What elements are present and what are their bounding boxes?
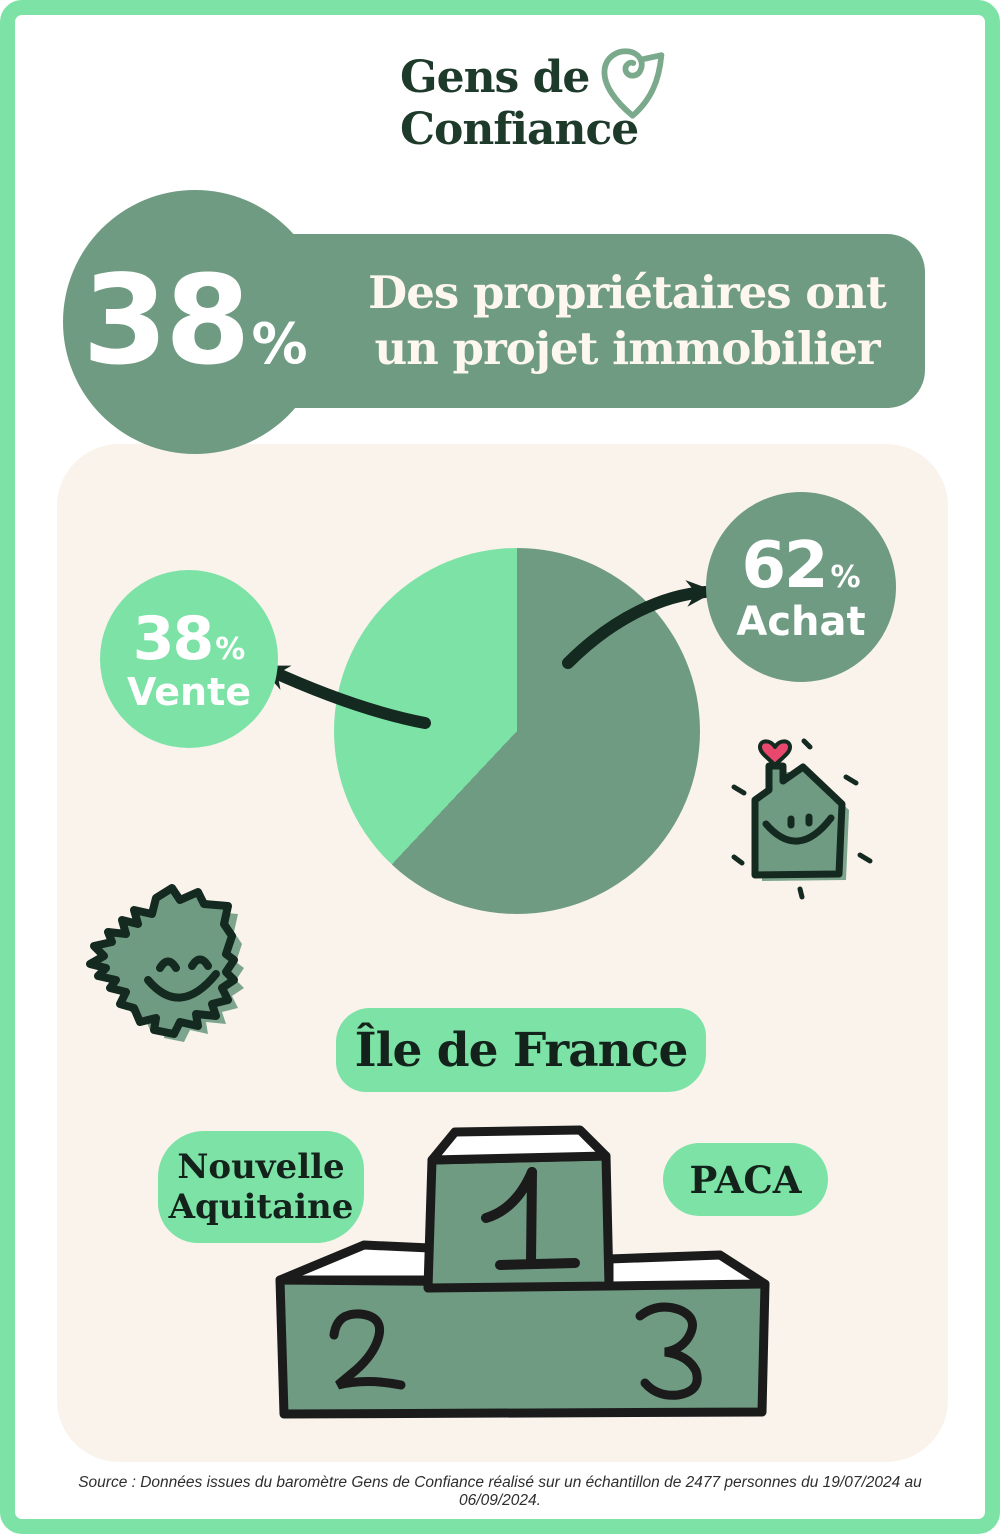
achat-badge	[706, 492, 896, 682]
stat-value: 38	[82, 250, 248, 393]
region-third-label: PACA	[689, 1157, 802, 1202]
banner-line1: Des propriétaires ont	[368, 266, 886, 319]
podium-right-top	[609, 1255, 765, 1286]
region-first-label: Île de France	[354, 1022, 688, 1078]
arrow-to-achat-icon	[568, 592, 705, 663]
vente-percent-sign: %	[215, 632, 246, 667]
vente-badge	[100, 570, 278, 748]
stat-banner-text	[329, 234, 925, 408]
region-pill-ile-de-france	[336, 1008, 706, 1092]
vente-value: 38	[132, 604, 213, 674]
achat-label: Achat	[736, 599, 866, 645]
brand-name-line2: Confiance	[400, 104, 639, 155]
region-second-line2: Aquitaine	[168, 1187, 354, 1227]
podium-left-top	[280, 1245, 430, 1280]
region-pill-nouvelle-aquitaine	[158, 1131, 364, 1243]
heart-shield-logo-icon	[598, 44, 670, 124]
stat-circle	[63, 190, 327, 454]
vente-label: Vente	[126, 670, 252, 714]
source-note: Source : Données issues du baromètre Gens de Confiance réalisé sur un échantillon de 2477 personnes du 19/07/2024 au 06/09/2024.	[78, 1474, 922, 1509]
arrow-to-vente-icon	[269, 670, 425, 723]
achat-value: 62	[741, 529, 827, 603]
banner-line2: un projet immobilier	[374, 322, 880, 375]
stat-percent-sign: %	[251, 312, 308, 377]
podium-column-top	[432, 1130, 606, 1160]
region-second-line1: Nouvelle	[177, 1147, 345, 1187]
region-pill-paca	[663, 1143, 828, 1216]
brand-name-line1: Gens de	[400, 52, 590, 103]
brand-logo	[400, 52, 638, 156]
achat-percent-sign: %	[830, 560, 861, 595]
